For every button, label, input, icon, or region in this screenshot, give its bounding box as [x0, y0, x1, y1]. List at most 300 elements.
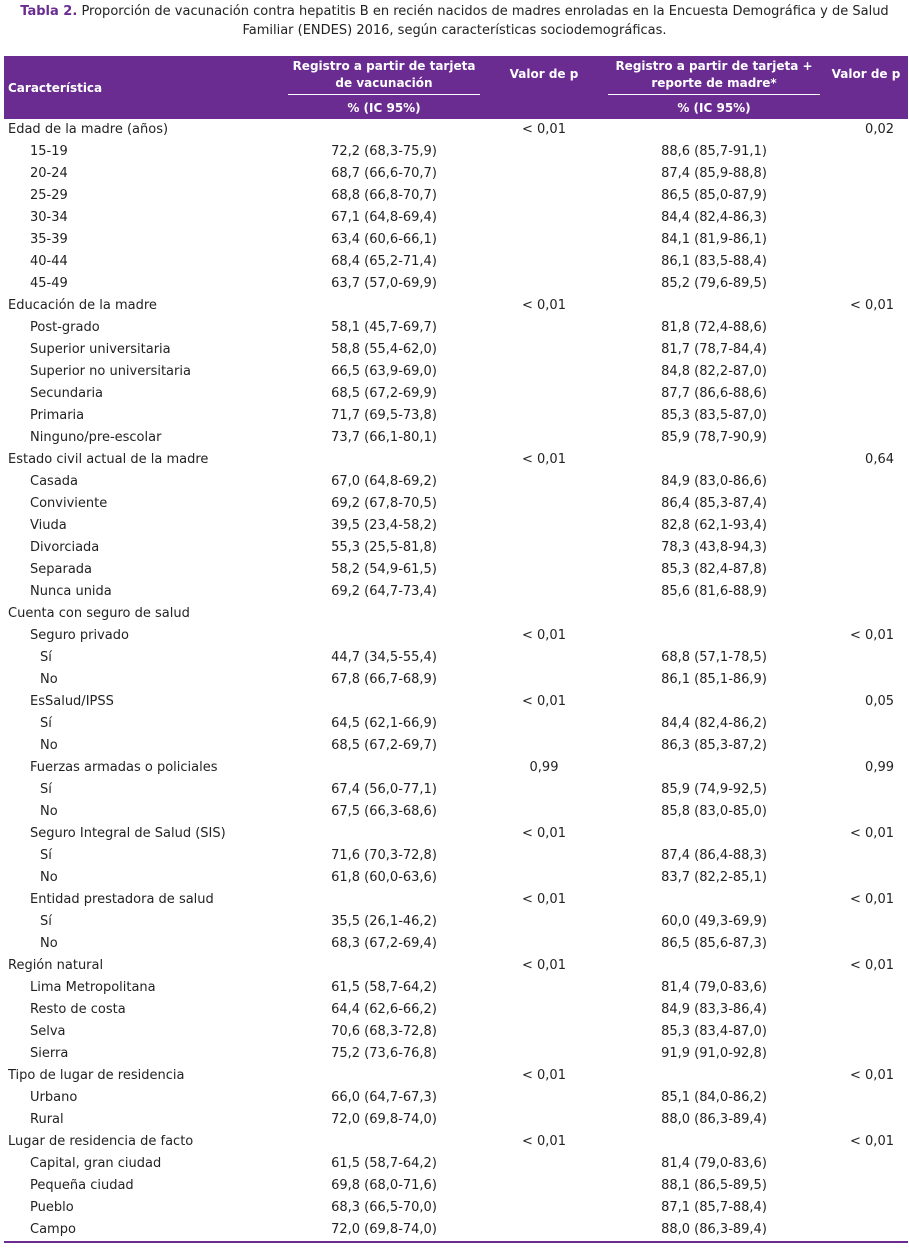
card-value: 63,4 (60,6-66,1) — [331, 232, 437, 247]
p-value-2 — [824, 801, 908, 823]
card-value: 75,2 (73,6-76,8) — [331, 1046, 437, 1061]
card-value: 67,5 (66,3-68,6) — [331, 804, 437, 819]
card-report-value: 87,4 (85,9-88,8) — [661, 166, 767, 181]
table-row — [4, 603, 908, 625]
row-label: Capital, gran ciudad — [30, 1156, 162, 1171]
p-value-1 — [484, 163, 604, 185]
row-label: Viuda — [30, 518, 67, 533]
table-row — [4, 1131, 908, 1153]
p-value-2 — [824, 603, 908, 625]
row-label: No — [40, 804, 58, 819]
table-row — [4, 581, 908, 603]
card-value — [284, 757, 484, 779]
card-report-value — [604, 1065, 824, 1087]
table-row — [4, 801, 908, 823]
card-report-value: 88,6 (85,7-91,1) — [661, 144, 767, 159]
p-value-2: < 0,01 — [850, 298, 894, 313]
card-value: 69,2 (67,8-70,5) — [331, 496, 437, 511]
row-label: 25-29 — [30, 188, 68, 203]
p-value-1 — [484, 559, 604, 581]
table-row — [4, 1109, 908, 1131]
card-value: 70,6 (68,3-72,8) — [331, 1024, 437, 1039]
p-value-2 — [824, 317, 908, 339]
p-value-1 — [484, 251, 604, 273]
card-report-value: 85,9 (78,7-90,9) — [661, 430, 767, 445]
table-body — [4, 119, 908, 1242]
table-row — [4, 251, 908, 273]
header-card-report-label: Registro a partir de tarjeta + reporte de madre* — [608, 58, 820, 95]
card-report-value: 81,4 (79,0-83,6) — [661, 980, 767, 995]
p-value-1 — [484, 713, 604, 735]
card-value: 67,0 (64,8-69,2) — [331, 474, 437, 489]
p-value-2 — [824, 1021, 908, 1043]
table-row — [4, 141, 908, 163]
row-label: Seguro Integral de Salud (SIS) — [30, 826, 226, 841]
card-report-value — [604, 691, 824, 713]
card-value — [284, 295, 484, 317]
p-value-1 — [484, 647, 604, 669]
p-value-1 — [484, 845, 604, 867]
table-row — [4, 713, 908, 735]
p-value-2: 0,99 — [865, 760, 894, 775]
p-value-2: < 0,01 — [850, 892, 894, 907]
p-value-2 — [824, 1197, 908, 1219]
p-value-1: < 0,01 — [522, 1068, 566, 1083]
row-label: Superior no universitaria — [30, 364, 191, 379]
table-row — [4, 207, 908, 229]
p-value-1 — [484, 207, 604, 229]
row-label: No — [40, 738, 58, 753]
card-value: 72,0 (69,8-74,0) — [284, 1219, 484, 1242]
row-label: Casada — [30, 474, 79, 489]
table-row — [4, 163, 908, 185]
row-label: Rural — [30, 1112, 64, 1127]
table-row — [4, 1043, 908, 1065]
p-value-2: < 0,01 — [850, 958, 894, 973]
row-label: Lima Metropolitana — [30, 980, 156, 995]
table-row — [4, 119, 908, 141]
row-label: Urbano — [30, 1090, 78, 1105]
card-report-value: 86,5 (85,0-87,9) — [661, 188, 767, 203]
p-value-2 — [824, 1087, 908, 1109]
p-value-2 — [824, 273, 908, 295]
p-value-2 — [824, 427, 908, 449]
card-report-value: 84,9 (83,0-86,6) — [661, 474, 767, 489]
card-value: 69,2 (64,7-73,4) — [331, 584, 437, 599]
p-value-1 — [484, 1219, 604, 1242]
p-value-2 — [824, 405, 908, 427]
vaccination-table — [4, 56, 908, 1243]
card-value: 68,4 (65,2-71,4) — [331, 254, 437, 269]
table-row — [4, 757, 908, 779]
card-report-value: 86,1 (83,5-88,4) — [661, 254, 767, 269]
card-report-value: 84,1 (81,9-86,1) — [661, 232, 767, 247]
row-label: Sierra — [30, 1046, 69, 1061]
p-value-1 — [484, 581, 604, 603]
p-value-1: < 0,01 — [522, 694, 566, 709]
row-label: Sí — [40, 716, 52, 731]
table-row — [4, 405, 908, 427]
card-report-value: 84,4 (82,4-86,2) — [661, 716, 767, 731]
header-p-value-2: Valor de p — [824, 56, 908, 119]
table-row — [4, 933, 908, 955]
table-row — [4, 273, 908, 295]
card-report-value: 85,2 (79,6-89,5) — [661, 276, 767, 291]
p-value-1: < 0,01 — [522, 122, 566, 137]
p-value-2 — [824, 1109, 908, 1131]
p-value-2 — [824, 361, 908, 383]
p-value-2 — [824, 977, 908, 999]
row-label: Resto de costa — [30, 1002, 126, 1017]
p-value-2 — [824, 339, 908, 361]
card-value: 64,4 (62,6-66,2) — [331, 1002, 437, 1017]
card-value: 68,7 (66,6-70,7) — [331, 166, 437, 181]
card-report-value: 82,8 (62,1-93,4) — [661, 518, 767, 533]
card-report-value: 85,8 (83,0-85,0) — [661, 804, 767, 819]
p-value-1 — [484, 273, 604, 295]
subheader-card-ic: % (IC 95%) — [284, 97, 484, 119]
table-row — [4, 911, 908, 933]
row-label: Ninguno/pre-escolar — [30, 430, 162, 445]
p-value-1 — [484, 669, 604, 691]
p-value-1 — [484, 537, 604, 559]
card-report-value: 85,9 (74,9-92,5) — [661, 782, 767, 797]
card-value — [284, 1065, 484, 1087]
card-value: 71,6 (70,3-72,8) — [331, 848, 437, 863]
card-value: 63,7 (57,0-69,9) — [331, 276, 437, 291]
row-label: Divorciada — [30, 540, 100, 555]
p-value-1 — [484, 801, 604, 823]
table-row — [4, 1197, 908, 1219]
card-report-value — [604, 823, 824, 845]
p-value-2 — [824, 669, 908, 691]
row-label: Primaria — [30, 408, 85, 423]
row-label: Sí — [40, 782, 52, 797]
card-value: 72,0 (69,8-74,0) — [331, 1112, 437, 1127]
p-value-2 — [824, 471, 908, 493]
table-row — [4, 361, 908, 383]
p-value-2 — [824, 141, 908, 163]
row-label: Lugar de residencia de facto — [8, 1134, 194, 1149]
card-value: 35,5 (26,1-46,2) — [331, 914, 437, 929]
header-card-report — [604, 56, 824, 97]
card-report-value: 86,1 (85,1-86,9) — [661, 672, 767, 687]
table-row — [4, 1021, 908, 1043]
p-value-2 — [824, 735, 908, 757]
header-characteristic: Característica — [4, 56, 284, 119]
table-row — [4, 427, 908, 449]
p-value-1: 0,99 — [529, 760, 559, 775]
p-value-2 — [824, 493, 908, 515]
p-value-1 — [484, 471, 604, 493]
p-value-2 — [824, 867, 908, 889]
card-report-value: 84,9 (83,3-86,4) — [661, 1002, 767, 1017]
card-value: 68,5 (67,2-69,9) — [331, 386, 437, 401]
p-value-1 — [484, 1043, 604, 1065]
p-value-2: 0,02 — [865, 122, 894, 137]
row-label: Nunca unida — [30, 584, 112, 599]
table-row — [4, 735, 908, 757]
card-report-value — [604, 119, 824, 141]
card-report-value: 86,3 (85,3-87,2) — [661, 738, 767, 753]
p-value-1 — [484, 383, 604, 405]
card-report-value — [604, 1131, 824, 1153]
row-label: Edad de la madre (años) — [8, 122, 169, 137]
table-row — [4, 383, 908, 405]
row-label: Educación de la madre — [8, 298, 157, 313]
row-label: Tipo de lugar de residencia — [8, 1068, 185, 1083]
card-value — [284, 625, 484, 647]
table-row — [4, 625, 908, 647]
table-row — [4, 537, 908, 559]
card-report-value: 83,7 (82,2-85,1) — [661, 870, 767, 885]
table-row — [4, 823, 908, 845]
row-label: 40-44 — [30, 254, 68, 269]
card-value — [284, 823, 484, 845]
row-label: Selva — [30, 1024, 66, 1039]
table-row — [4, 647, 908, 669]
p-value-1 — [484, 515, 604, 537]
card-report-value: 81,4 (79,0-83,6) — [661, 1156, 767, 1171]
card-report-value: 85,3 (83,4-87,0) — [661, 1024, 767, 1039]
card-report-value: 84,4 (82,4-86,3) — [661, 210, 767, 225]
p-value-2 — [824, 713, 908, 735]
card-report-value: 87,7 (86,6-88,6) — [661, 386, 767, 401]
row-label: 35-39 — [30, 232, 68, 247]
table-label: Tabla 2. — [20, 4, 78, 19]
card-value — [284, 1131, 484, 1153]
p-value-1 — [484, 427, 604, 449]
p-value-1: < 0,01 — [522, 892, 566, 907]
p-value-2: 0,64 — [865, 452, 894, 467]
row-label: Pequeña ciudad — [30, 1178, 134, 1193]
p-value-2: < 0,01 — [850, 1134, 894, 1149]
p-value-1 — [484, 229, 604, 251]
table-row — [4, 867, 908, 889]
p-value-2 — [824, 185, 908, 207]
card-value: 61,8 (60,0-63,6) — [331, 870, 437, 885]
p-value-1 — [484, 999, 604, 1021]
row-label: Superior universitaria — [30, 342, 171, 357]
p-value-2 — [824, 1175, 908, 1197]
card-report-value: 87,1 (85,7-88,4) — [661, 1200, 767, 1215]
card-value: 72,2 (68,3-75,9) — [331, 144, 437, 159]
p-value-2 — [824, 779, 908, 801]
p-value-1 — [484, 1197, 604, 1219]
row-label: Cuenta con seguro de salud — [8, 606, 190, 621]
p-value-1 — [484, 141, 604, 163]
card-report-value: 88,0 (86,3-89,4) — [604, 1219, 824, 1242]
p-value-2 — [824, 537, 908, 559]
table-row — [4, 977, 908, 999]
card-report-value — [604, 603, 824, 625]
table-row — [4, 1175, 908, 1197]
card-value: 71,7 (69,5-73,8) — [331, 408, 437, 423]
p-value-1 — [484, 977, 604, 999]
table-caption-text: Proporción de vacunación contra hepatitis B en recién nacidos de madres enroladas en la Encuesta Demográfica y de Salud Familiar (ENDES) 2016, según características sociodemográficas. — [81, 4, 889, 38]
row-label: No — [40, 672, 58, 687]
card-value: 66,5 (63,9-69,0) — [331, 364, 437, 379]
card-value: 61,5 (58,7-64,2) — [331, 1156, 437, 1171]
p-value-2: 0,05 — [865, 694, 894, 709]
table-row — [4, 449, 908, 471]
p-value-2: < 0,01 — [850, 1068, 894, 1083]
p-value-1: < 0,01 — [522, 826, 566, 841]
card-value: 67,4 (56,0-77,1) — [331, 782, 437, 797]
card-value — [284, 603, 484, 625]
table-row — [4, 515, 908, 537]
row-label: No — [40, 870, 58, 885]
p-value-2 — [824, 581, 908, 603]
p-value-1 — [484, 1109, 604, 1131]
p-value-1: < 0,01 — [522, 1134, 566, 1149]
p-value-1 — [484, 493, 604, 515]
card-value: 55,3 (25,5-81,8) — [331, 540, 437, 555]
row-label: Sí — [40, 914, 52, 929]
card-value: 58,8 (55,4-62,0) — [331, 342, 437, 357]
card-report-value: 88,1 (86,5-89,5) — [661, 1178, 767, 1193]
card-report-value — [604, 295, 824, 317]
card-value: 66,0 (64,7-67,3) — [331, 1090, 437, 1105]
table-row — [4, 669, 908, 691]
p-value-1 — [484, 1175, 604, 1197]
card-value — [284, 119, 484, 141]
p-value-1: < 0,01 — [522, 452, 566, 467]
p-value-2 — [824, 163, 908, 185]
p-value-2 — [824, 999, 908, 1021]
row-label: Pueblo — [30, 1200, 74, 1215]
p-value-2 — [824, 515, 908, 537]
p-value-2 — [824, 1153, 908, 1175]
p-value-1 — [484, 361, 604, 383]
p-value-1 — [484, 185, 604, 207]
subheader-card-report-ic: % (IC 95%) — [604, 97, 824, 119]
p-value-1 — [484, 933, 604, 955]
card-value: 68,3 (67,2-69,4) — [331, 936, 437, 951]
table-row — [4, 317, 908, 339]
row-label: 45-49 — [30, 276, 68, 291]
p-value-1 — [484, 779, 604, 801]
card-value: 39,5 (23,4-58,2) — [331, 518, 437, 533]
p-value-1 — [484, 405, 604, 427]
card-value: 61,5 (58,7-64,2) — [331, 980, 437, 995]
table-row — [4, 1087, 908, 1109]
row-label: Sí — [40, 650, 52, 665]
card-report-value: 85,6 (81,6-88,9) — [661, 584, 767, 599]
card-report-value: 85,3 (82,4-87,8) — [661, 562, 767, 577]
row-label: EsSalud/IPSS — [30, 694, 114, 709]
table-row — [4, 1065, 908, 1087]
card-report-value: 91,9 (91,0-92,8) — [661, 1046, 767, 1061]
card-report-value: 68,8 (57,1-78,5) — [661, 650, 767, 665]
p-value-2 — [824, 207, 908, 229]
row-label: Estado civil actual de la madre — [8, 452, 209, 467]
card-value — [284, 889, 484, 911]
card-value — [284, 691, 484, 713]
table-row — [4, 493, 908, 515]
card-value: 67,1 (64,8-69,4) — [331, 210, 437, 225]
card-value: 68,5 (67,2-69,7) — [331, 738, 437, 753]
p-value-2 — [824, 1043, 908, 1065]
p-value-2 — [824, 1219, 908, 1242]
table-row — [4, 779, 908, 801]
row-label: Sí — [40, 848, 52, 863]
table-row — [4, 889, 908, 911]
card-report-value: 86,4 (85,3-87,4) — [661, 496, 767, 511]
card-value: 44,7 (34,5-55,4) — [331, 650, 437, 665]
card-value: 58,1 (45,7-69,7) — [331, 320, 437, 335]
p-value-2: < 0,01 — [850, 826, 894, 841]
table-caption — [0, 0, 909, 56]
card-report-value: 86,5 (85,6-87,3) — [661, 936, 767, 951]
table-row — [4, 185, 908, 207]
card-report-value: 81,7 (78,7-84,4) — [661, 342, 767, 357]
card-report-value: 60,0 (49,3-69,9) — [661, 914, 767, 929]
header-card — [284, 56, 484, 97]
card-value: 58,2 (54,9-61,5) — [331, 562, 437, 577]
row-label: Seguro privado — [30, 628, 129, 643]
p-value-2 — [824, 845, 908, 867]
p-value-1: < 0,01 — [522, 958, 566, 973]
p-value-2 — [824, 383, 908, 405]
p-value-1 — [484, 1087, 604, 1109]
table-row — [4, 559, 908, 581]
table-row — [4, 955, 908, 977]
row-label: 20-24 — [30, 166, 68, 181]
card-value: 67,8 (66,7-68,9) — [331, 672, 437, 687]
card-report-value: 85,3 (83,5-87,0) — [661, 408, 767, 423]
header-card-label: Registro a partir de tarjeta de vacunación — [288, 58, 480, 95]
p-value-1 — [484, 1153, 604, 1175]
table-row — [4, 845, 908, 867]
p-value-1: < 0,01 — [522, 298, 566, 313]
row-label: No — [40, 936, 58, 951]
card-value: 64,5 (62,1-66,9) — [331, 716, 437, 731]
p-value-2 — [824, 933, 908, 955]
card-report-value: 78,3 (43,8-94,3) — [661, 540, 767, 555]
row-label: Entidad prestadora de salud — [30, 892, 214, 907]
row-label: Separada — [30, 562, 92, 577]
table-row — [4, 999, 908, 1021]
p-value-2 — [824, 229, 908, 251]
card-report-value — [604, 449, 824, 471]
header-p-value-1: Valor de p — [484, 56, 604, 119]
card-report-value: 87,4 (86,4-88,3) — [661, 848, 767, 863]
card-value: 69,8 (68,0-71,6) — [331, 1178, 437, 1193]
card-report-value: 81,8 (72,4-88,6) — [661, 320, 767, 335]
table-row — [4, 691, 908, 713]
row-label: Campo — [4, 1219, 284, 1242]
table-row — [4, 229, 908, 251]
p-value-1 — [484, 867, 604, 889]
row-label: 15-19 — [30, 144, 68, 159]
card-value — [284, 955, 484, 977]
card-report-value: 85,1 (84,0-86,2) — [661, 1090, 767, 1105]
card-value: 68,8 (66,8-70,7) — [331, 188, 437, 203]
row-label: 30-34 — [30, 210, 68, 225]
p-value-1: < 0,01 — [522, 628, 566, 643]
p-value-1 — [484, 339, 604, 361]
card-report-value — [604, 889, 824, 911]
table-row — [4, 1153, 908, 1175]
row-label: Región natural — [8, 958, 104, 973]
card-value — [284, 449, 484, 471]
p-value-2 — [824, 647, 908, 669]
p-value-2 — [824, 559, 908, 581]
p-value-1 — [484, 603, 604, 625]
p-value-2 — [824, 911, 908, 933]
p-value-1 — [484, 1021, 604, 1043]
